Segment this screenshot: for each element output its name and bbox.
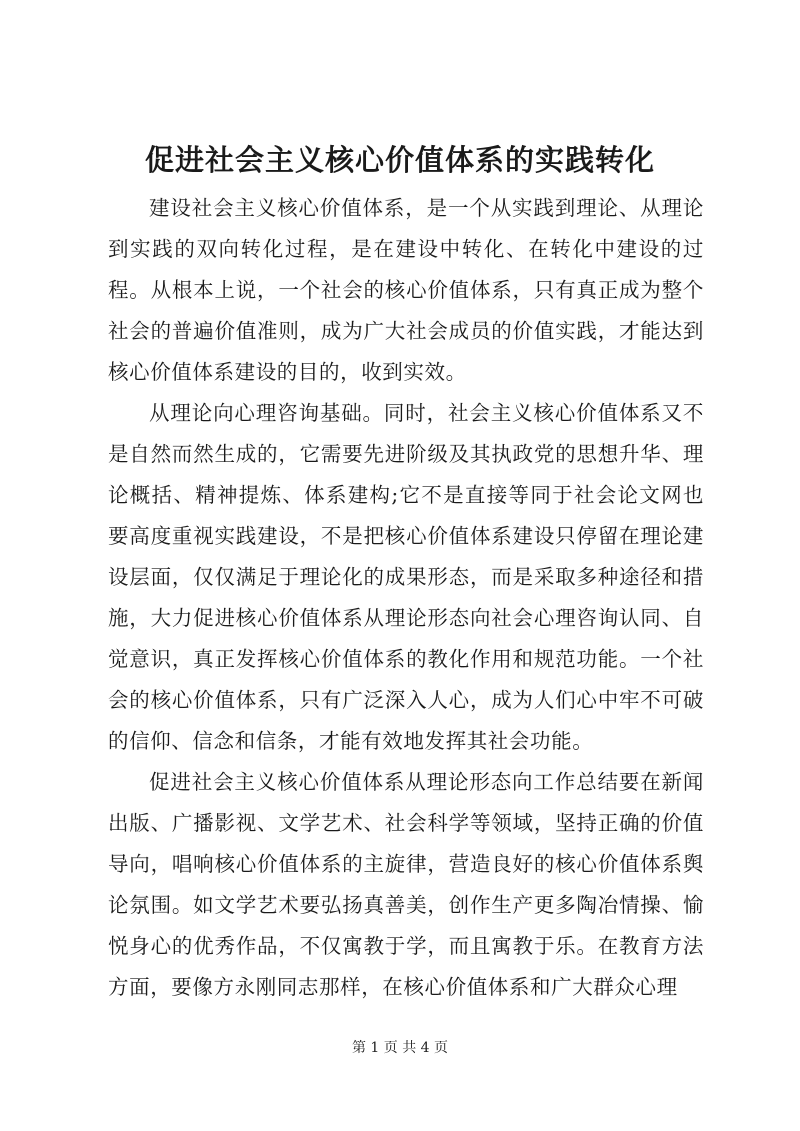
- paragraph-3: 促进社会主义核心价值体系从理论形态向工作总结要在新闻出版、广播影视、文学艺术、社会科学等领域，坚持正确的价值导向，唱响核心价值体系的主旋律，营造良好的核心价值体系舆论氛围。如文学艺术要弘扬真善美，创作生产更多陶冶情操、愉悦身心的优秀作品，不仅寓教于学，而且寓教于乐。在教育方法方面，要像方永刚同志那样，在核心价值体系和广大群众心理: [108, 770, 704, 999]
- document-title: 促进社会主义核心价值体系的实践转化: [144, 143, 655, 177]
- document-body: [108, 188, 704, 1008]
- page-number-footer: 第 1 页 共 4 页: [351, 1040, 449, 1056]
- paragraph-1: 建设社会主义核心价值体系，是一个从实践到理论、从理论到实践的双向转化过程，是在建设中转化、在转化中建设的过程。从根本上说，一个社会的核心价值体系，只有真正成为整个社会的普遍价值准则，成为广大社会成员的价值实践，才能达到核心价值体系建设的目的，收到实效。: [108, 196, 704, 384]
- paragraph-2: 从理论向心理咨询基础。同时，社会主义核心价值体系又不是自然而然生成的，它需要先进阶级及其执政党的思想升华、理论概括、精神提炼、体系建构;它不是直接等同于社会论文网也要高度重视实践建设，不是把核心价值体系建设只停留在理论建设层面，仅仅满足于理论化的成果形态，而是采取多种途径和措施，大力促进核心价值体系从理论形态向社会心理咨询认同、自觉意识，真正发挥核心价值体系的教化作用和规范功能。一个社会的核心价值体系，只有广泛深入人心，成为人们心中牢不可破的信仰、信念和信条，才能有效地发挥其社会功能。: [108, 401, 704, 753]
